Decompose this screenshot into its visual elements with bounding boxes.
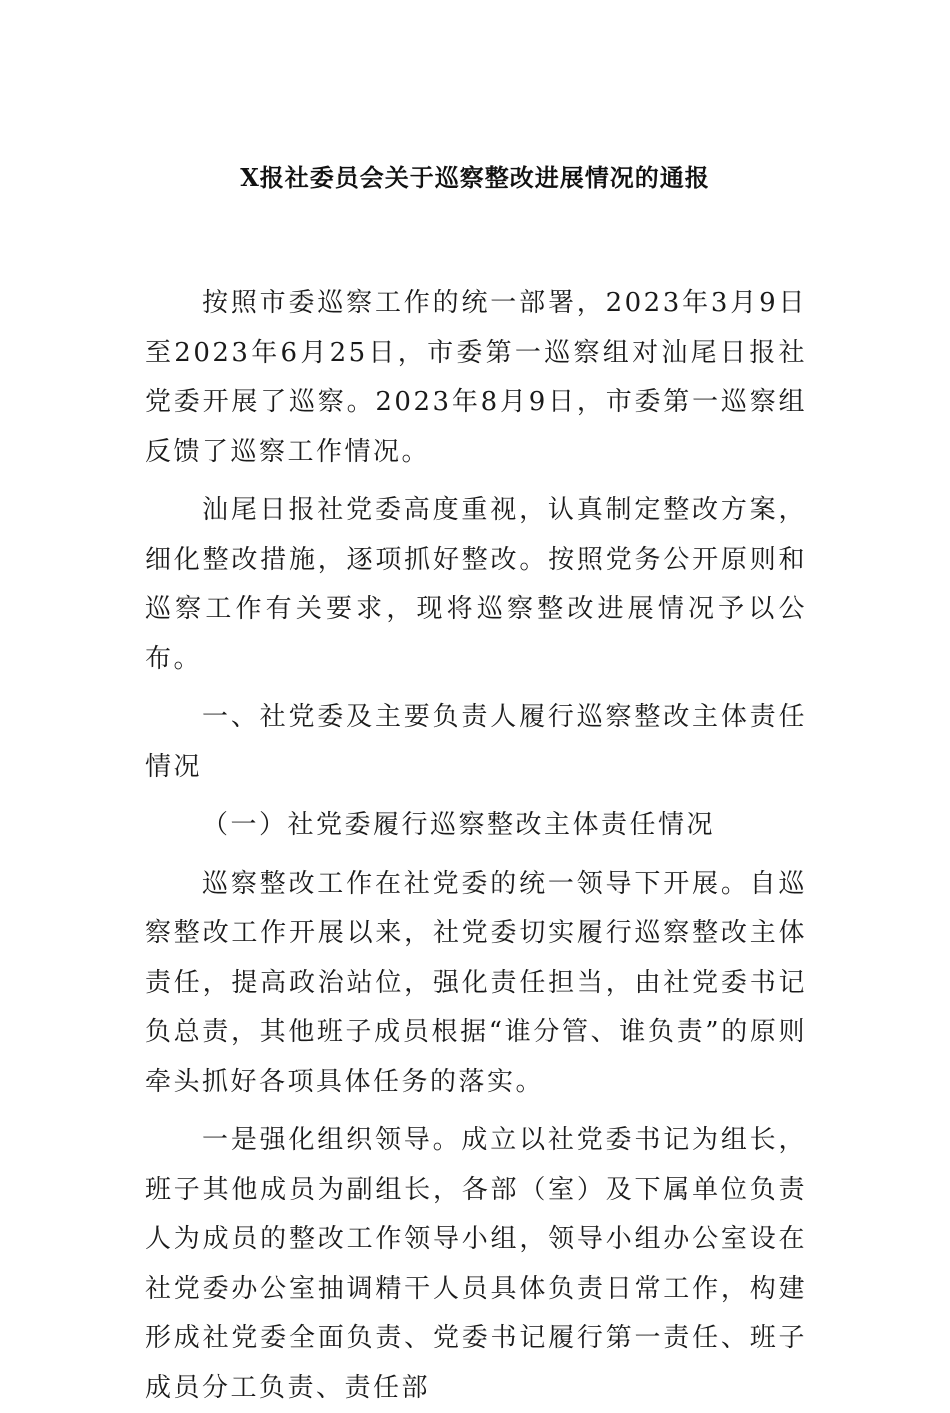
paragraph-rectification-leadership: 巡察整改工作在社党委的统一领导下开展。自巡察整改工作开展以来，社党委切实履行巡察整改主体责任，提高政治站位，强化责任担当，由社党委书记负总责，其他班子成员根据“谁分管、谁负责”的原则牵头抓好各项具体任务的落实。 [145, 868, 807, 1097]
document-body [145, 279, 807, 1413]
section-heading-1: 一、社党委及主要负责人履行巡察整改主体责任情况 [145, 702, 807, 782]
paragraph-party-committee-response: 汕尾日报社党委高度重视，认真制定整改方案，细化整改措施，逐项抓好整改。按照党务公开原则和巡察工作有关要求，现将巡察整改进展情况予以公布。 [145, 495, 807, 674]
paragraph-strengthen-organization: 一是强化组织领导。成立以社党委书记为组长，班子其他成员为副组长，各部（室）及下属单位负责人为成员的整改工作领导小组，领导小组办公室设在社党委办公室抽调精干人员具体负责日常工作，构建形成社党委全面负责、党委书记履行第一责任、班子成员分工负责、责任部 [145, 1125, 807, 1403]
document-title: X报社委员会关于巡察整改进展情况的通报 [240, 163, 710, 192]
subsection-heading-1: （一）社党委履行巡察整改主体责任情况 [202, 810, 716, 840]
paragraph-inspection-deployment: 按照市委巡察工作的统一部署，2023年3月9日至2023年6月25日，市委第一巡察组对汕尾日报社党委开展了巡察。2023年8月9日，市委第一巡察组反馈了巡察工作情况。 [145, 288, 807, 467]
